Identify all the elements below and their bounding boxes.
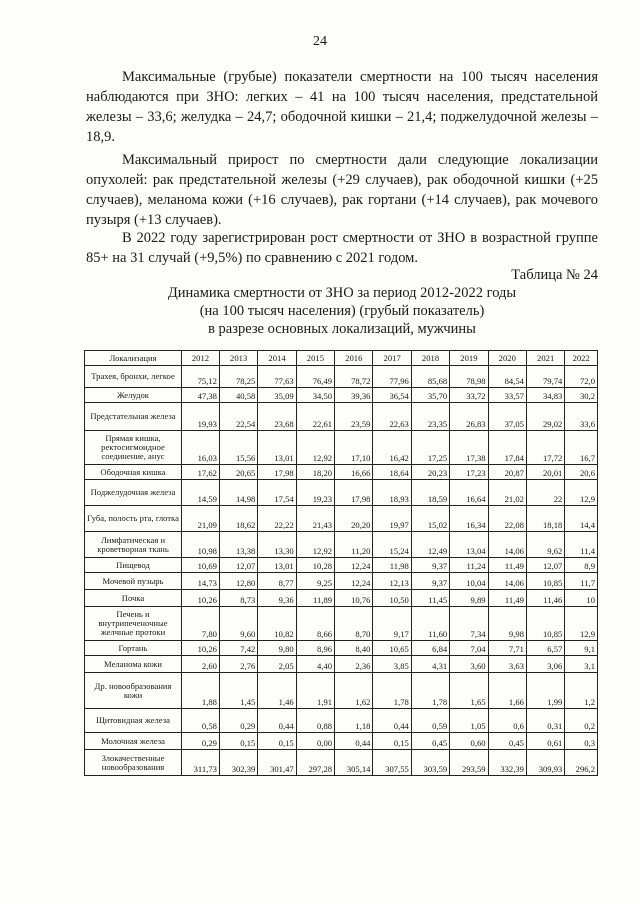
table-cell: 16,34 — [450, 506, 488, 532]
table-cell: 0,15 — [258, 733, 296, 750]
table-cell: 10,28 — [296, 558, 334, 573]
table-cell: 17,38 — [450, 431, 488, 465]
row-label: Гортань — [85, 641, 182, 656]
table-cell: 2,05 — [258, 656, 296, 673]
header-cell-location: Локализация — [85, 351, 182, 366]
row-label: Лимфатическая и кроветворная ткань — [85, 532, 182, 558]
header-cell-year: 2014 — [258, 351, 296, 366]
table-cell: 22,54 — [219, 403, 257, 431]
table-cell: 10,85 — [526, 607, 564, 641]
table-cell: 9,37 — [411, 573, 449, 590]
table-cell: 9,98 — [488, 607, 526, 641]
table-cell: 9,62 — [526, 532, 564, 558]
table-cell: 9,89 — [450, 590, 488, 607]
header-cell-year: 2017 — [373, 351, 411, 366]
row-label: Трахея, бронхи, легкое — [85, 366, 182, 388]
table-row — [85, 506, 598, 532]
table-cell: 34,83 — [526, 388, 564, 403]
table-cell: 19,97 — [373, 506, 411, 532]
table-cell: 0,29 — [219, 709, 257, 733]
table-cell: 18,62 — [219, 506, 257, 532]
table-cell: 1,45 — [219, 673, 257, 709]
table-cell: 76,49 — [296, 366, 334, 388]
table-cell: 21,43 — [296, 506, 334, 532]
table-row — [85, 465, 598, 480]
table-cell: 6,84 — [411, 641, 449, 656]
table-cell: 0,15 — [219, 733, 257, 750]
table-cell: 10,26 — [182, 641, 220, 656]
table-cell: 12,9 — [565, 607, 598, 641]
table-cell: 11,60 — [411, 607, 449, 641]
table-cell: 297,28 — [296, 750, 334, 776]
table-cell: 34,50 — [296, 388, 334, 403]
table-cell: 1,91 — [296, 673, 334, 709]
table-cell: 22,22 — [258, 506, 296, 532]
table-cell: 33,6 — [565, 403, 598, 431]
table-cell: 11,49 — [488, 558, 526, 573]
table-cell: 296,2 — [565, 750, 598, 776]
table-cell: 10,98 — [182, 532, 220, 558]
table-cell: 39,36 — [335, 388, 373, 403]
table-cell: 20,23 — [411, 465, 449, 480]
table-cell: 0,61 — [526, 733, 564, 750]
table-cell: 0,31 — [526, 709, 564, 733]
table-row — [85, 480, 598, 506]
table-cell: 4,31 — [411, 656, 449, 673]
table-cell: 11,49 — [488, 590, 526, 607]
table-cell: 17,84 — [488, 431, 526, 465]
table-cell: 10,26 — [182, 590, 220, 607]
table-cell: 78,25 — [219, 366, 257, 388]
table-cell: 79,74 — [526, 366, 564, 388]
table-cell: 11,45 — [411, 590, 449, 607]
table-cell: 12,07 — [526, 558, 564, 573]
table-cell: 17,54 — [258, 480, 296, 506]
table-cell: 17,98 — [335, 480, 373, 506]
table-row — [85, 709, 598, 733]
table-cell: 13,04 — [450, 532, 488, 558]
table-cell: 8,70 — [335, 607, 373, 641]
table-cell: 311,73 — [182, 750, 220, 776]
table-cell: 0,2 — [565, 709, 598, 733]
table-cell: 17,23 — [450, 465, 488, 480]
table-cell: 17,72 — [526, 431, 564, 465]
row-label: Поджелудочная железа — [85, 480, 182, 506]
table-cell: 35,09 — [258, 388, 296, 403]
table-cell: 4,40 — [296, 656, 334, 673]
table-cell: 36,54 — [373, 388, 411, 403]
header-cell-year: 2013 — [219, 351, 257, 366]
table-cell: 15,24 — [373, 532, 411, 558]
table-cell: 10,65 — [373, 641, 411, 656]
table-cell: 302,39 — [219, 750, 257, 776]
table-cell: 8,73 — [219, 590, 257, 607]
table-cell: 10,69 — [182, 558, 220, 573]
table-cell: 20,65 — [219, 465, 257, 480]
table-cell: 19,93 — [182, 403, 220, 431]
table-cell: 3,06 — [526, 656, 564, 673]
table-cell: 22 — [526, 480, 564, 506]
table-cell: 3,1 — [565, 656, 598, 673]
table-cell: 0,45 — [488, 733, 526, 750]
table-cell: 15,02 — [411, 506, 449, 532]
table-cell: 47,38 — [182, 388, 220, 403]
table-cell: 17,10 — [335, 431, 373, 465]
table-row — [85, 532, 598, 558]
table-cell: 84,54 — [488, 366, 526, 388]
table-cell: 9,36 — [258, 590, 296, 607]
table-cell: 18,64 — [373, 465, 411, 480]
table-row — [85, 366, 598, 388]
table-cell: 1,66 — [488, 673, 526, 709]
table-cell: 16,7 — [565, 431, 598, 465]
table-cell: 1,18 — [335, 709, 373, 733]
table-cell: 3,60 — [450, 656, 488, 673]
table-cell: 1,62 — [335, 673, 373, 709]
table-cell: 17,25 — [411, 431, 449, 465]
table-cell: 1,2 — [565, 673, 598, 709]
header-cell-year: 2021 — [526, 351, 564, 366]
table-cell: 303,59 — [411, 750, 449, 776]
row-label: Желудок — [85, 388, 182, 403]
table-cell: 0,15 — [373, 733, 411, 750]
row-label: Почка — [85, 590, 182, 607]
table-cell: 7,71 — [488, 641, 526, 656]
table-cell: 21,09 — [182, 506, 220, 532]
table-cell: 8,96 — [296, 641, 334, 656]
row-label: Меланома кожи — [85, 656, 182, 673]
table-cell: 3,85 — [373, 656, 411, 673]
table-cell: 13,30 — [258, 532, 296, 558]
header-cell-year: 2012 — [182, 351, 220, 366]
table-row — [85, 750, 598, 776]
table-cell: 22,08 — [488, 506, 526, 532]
table-cell: 0,45 — [411, 733, 449, 750]
table-cell: 7,04 — [450, 641, 488, 656]
table-cell: 7,34 — [450, 607, 488, 641]
row-label: Печень и внутрипеченочные желчные протоки — [85, 607, 182, 641]
table-cell: 9,17 — [373, 607, 411, 641]
table-cell: 11,46 — [526, 590, 564, 607]
table-cell: 20,20 — [335, 506, 373, 532]
table-row — [85, 573, 598, 590]
row-label: Щитовидная железа — [85, 709, 182, 733]
table-cell: 8,77 — [258, 573, 296, 590]
table-cell: 11,89 — [296, 590, 334, 607]
row-label: Ободочная кишка — [85, 465, 182, 480]
table-cell: 12,49 — [411, 532, 449, 558]
table-cell: 77,96 — [373, 366, 411, 388]
table-cell: 11,98 — [373, 558, 411, 573]
table-cell: 17,98 — [258, 465, 296, 480]
table-cell: 1,78 — [373, 673, 411, 709]
table-cell: 23,59 — [335, 403, 373, 431]
table-cell: 29,02 — [526, 403, 564, 431]
page-number: 24 — [313, 34, 327, 49]
table-title — [86, 284, 598, 338]
table-cell: 301,47 — [258, 750, 296, 776]
table-cell: 12,07 — [219, 558, 257, 573]
table-cell: 1,99 — [526, 673, 564, 709]
table-cell: 12,92 — [296, 431, 334, 465]
table-cell: 12,24 — [335, 558, 373, 573]
table-cell: 7,42 — [219, 641, 257, 656]
table-header-row — [85, 351, 598, 366]
table-cell: 0,6 — [488, 709, 526, 733]
table-cell: 37,05 — [488, 403, 526, 431]
table-cell: 14,06 — [488, 532, 526, 558]
table-cell: 18,20 — [296, 465, 334, 480]
table-cell: 0,00 — [296, 733, 334, 750]
table-cell: 22,63 — [373, 403, 411, 431]
table-cell: 10,85 — [526, 573, 564, 590]
table-cell: 13,01 — [258, 558, 296, 573]
table-cell: 1,46 — [258, 673, 296, 709]
table-row — [85, 558, 598, 573]
table-cell: 16,03 — [182, 431, 220, 465]
table-cell: 40,58 — [219, 388, 257, 403]
table-cell: 6,57 — [526, 641, 564, 656]
table-cell: 14,06 — [488, 573, 526, 590]
table-cell: 22,61 — [296, 403, 334, 431]
table-cell: 0,59 — [411, 709, 449, 733]
table-cell: 33,57 — [488, 388, 526, 403]
table-cell: 1,88 — [182, 673, 220, 709]
table-cell: 77,63 — [258, 366, 296, 388]
table-cell: 305,14 — [335, 750, 373, 776]
table-cell: 12,24 — [335, 573, 373, 590]
table-row — [85, 388, 598, 403]
table-cell: 293,59 — [450, 750, 488, 776]
table-cell: 30,2 — [565, 388, 598, 403]
table-cell: 12,80 — [219, 573, 257, 590]
table-cell: 15,56 — [219, 431, 257, 465]
table-cell: 14,59 — [182, 480, 220, 506]
header-cell-year: 2020 — [488, 351, 526, 366]
table-cell: 0,58 — [182, 709, 220, 733]
row-label: Др. новообразования кожи — [85, 673, 182, 709]
table-cell: 9,60 — [219, 607, 257, 641]
table-cell: 72,0 — [565, 366, 598, 388]
header-cell-year: 2018 — [411, 351, 449, 366]
table-cell: 309,93 — [526, 750, 564, 776]
table-cell: 7,80 — [182, 607, 220, 641]
table-cell: 11,20 — [335, 532, 373, 558]
table-cell: 10,82 — [258, 607, 296, 641]
table-cell: 0,44 — [335, 733, 373, 750]
table-cell: 8,9 — [565, 558, 598, 573]
table-row — [85, 590, 598, 607]
table-cell: 12,9 — [565, 480, 598, 506]
table-cell: 11,7 — [565, 573, 598, 590]
table-cell: 18,93 — [373, 480, 411, 506]
row-label: Мочевой пузырь — [85, 573, 182, 590]
table-cell: 0,29 — [182, 733, 220, 750]
table-cell: 2,76 — [219, 656, 257, 673]
table-cell: 20,01 — [526, 465, 564, 480]
table-cell: 78,72 — [335, 366, 373, 388]
paragraph-max-rates: Максимальные (грубые) показатели смертности на 100 тысяч населения наблюдаются при ЗНО: легких – 41 на 100 тысяч населения, предстательной железы – 33,6; желудка – 24,7; ободочной кишки – 21,4; поджелудочной железы – 18,9. — [86, 69, 598, 145]
table-cell: 0,44 — [258, 709, 296, 733]
row-label: Предстательная железа — [85, 403, 182, 431]
table-cell: 12,13 — [373, 573, 411, 590]
row-label: Прямая кишка, ректосигмоидное соединение, анус — [85, 431, 182, 465]
table-cell: 3,63 — [488, 656, 526, 673]
table-cell: 21,02 — [488, 480, 526, 506]
table-cell: 1,78 — [411, 673, 449, 709]
table-cell: 16,64 — [450, 480, 488, 506]
table-row — [85, 656, 598, 673]
table-cell: 35,70 — [411, 388, 449, 403]
table-cell: 78,98 — [450, 366, 488, 388]
table-cell: 1,65 — [450, 673, 488, 709]
table-cell: 9,1 — [565, 641, 598, 656]
table-cell: 20,6 — [565, 465, 598, 480]
table-cell: 10,76 — [335, 590, 373, 607]
table-cell: 85,68 — [411, 366, 449, 388]
header-cell-year: 2015 — [296, 351, 334, 366]
table-row — [85, 733, 598, 750]
table-cell: 10,04 — [450, 573, 488, 590]
table-title-line: (на 100 тысяч населения) (грубый показатель) — [199, 303, 485, 319]
row-label: Молочная железа — [85, 733, 182, 750]
table-cell: 16,66 — [335, 465, 373, 480]
table-cell: 10,50 — [373, 590, 411, 607]
table-cell: 8,66 — [296, 607, 334, 641]
mortality-table — [84, 350, 598, 776]
table-cell: 14,98 — [219, 480, 257, 506]
table-cell: 0,44 — [373, 709, 411, 733]
table-cell: 18,18 — [526, 506, 564, 532]
row-label: Губа, полость рта, глотка — [85, 506, 182, 532]
table-title-line: Динамика смертности от ЗНО за период 2012-2022 годы — [167, 285, 517, 301]
row-label: Злокачественные новообразования — [85, 750, 182, 776]
table-cell: 0,3 — [565, 733, 598, 750]
table-cell: 11,24 — [450, 558, 488, 573]
table-cell: 16,42 — [373, 431, 411, 465]
table-row — [85, 431, 598, 465]
table-cell: 2,36 — [335, 656, 373, 673]
table-cell: 12,92 — [296, 532, 334, 558]
table-cell: 20,87 — [488, 465, 526, 480]
table-cell: 332,39 — [488, 750, 526, 776]
table-cell: 13,38 — [219, 532, 257, 558]
table-cell: 17,62 — [182, 465, 220, 480]
table-cell: 13,01 — [258, 431, 296, 465]
table-cell: 2,60 — [182, 656, 220, 673]
table-cell: 14,73 — [182, 573, 220, 590]
table-cell: 8,40 — [335, 641, 373, 656]
table-cell: 9,25 — [296, 573, 334, 590]
table-row — [85, 673, 598, 709]
header-cell-year: 2019 — [450, 351, 488, 366]
table-cell: 23,35 — [411, 403, 449, 431]
table-cell: 11,4 — [565, 532, 598, 558]
table-cell: 9,80 — [258, 641, 296, 656]
paragraph-age-group: В 2022 году зарегистрирован рост смертности от ЗНО в возрастной группе 85+ на 31 случай (+9,5%) по сравнению с 2021 годом. — [86, 230, 598, 266]
table-cell: 75,12 — [182, 366, 220, 388]
paragraph-max-growth: Максимальный прирост по смертности дали следующие локализации опухолей: рак предстательной железы (+29 случаев), рак ободочной кишки (+25 случаев), меланома кожи (+16 случаев), рак гортани (+14 случаев), рак мочевого пузыря (+13 случаев). — [86, 152, 598, 228]
table-cell: 307,55 — [373, 750, 411, 776]
table-cell: 19,23 — [296, 480, 334, 506]
table-cell: 9,37 — [411, 558, 449, 573]
table-cell: 18,59 — [411, 480, 449, 506]
table-cell: 33,72 — [450, 388, 488, 403]
table-row — [85, 641, 598, 656]
table-cell: 23,68 — [258, 403, 296, 431]
table-label: Таблица № 24 — [511, 267, 598, 283]
header-cell-year: 2016 — [335, 351, 373, 366]
table-cell: 0,60 — [450, 733, 488, 750]
row-label: Пищевод — [85, 558, 182, 573]
header-cell-year: 2022 — [565, 351, 598, 366]
table-cell: 10 — [565, 590, 598, 607]
table-row — [85, 403, 598, 431]
table-cell: 1,05 — [450, 709, 488, 733]
table-row — [85, 607, 598, 641]
table-cell: 14,4 — [565, 506, 598, 532]
table-cell: 0,88 — [296, 709, 334, 733]
table-cell: 26,83 — [450, 403, 488, 431]
table-title-line: в разрезе основных локализаций, мужчины — [208, 321, 476, 337]
